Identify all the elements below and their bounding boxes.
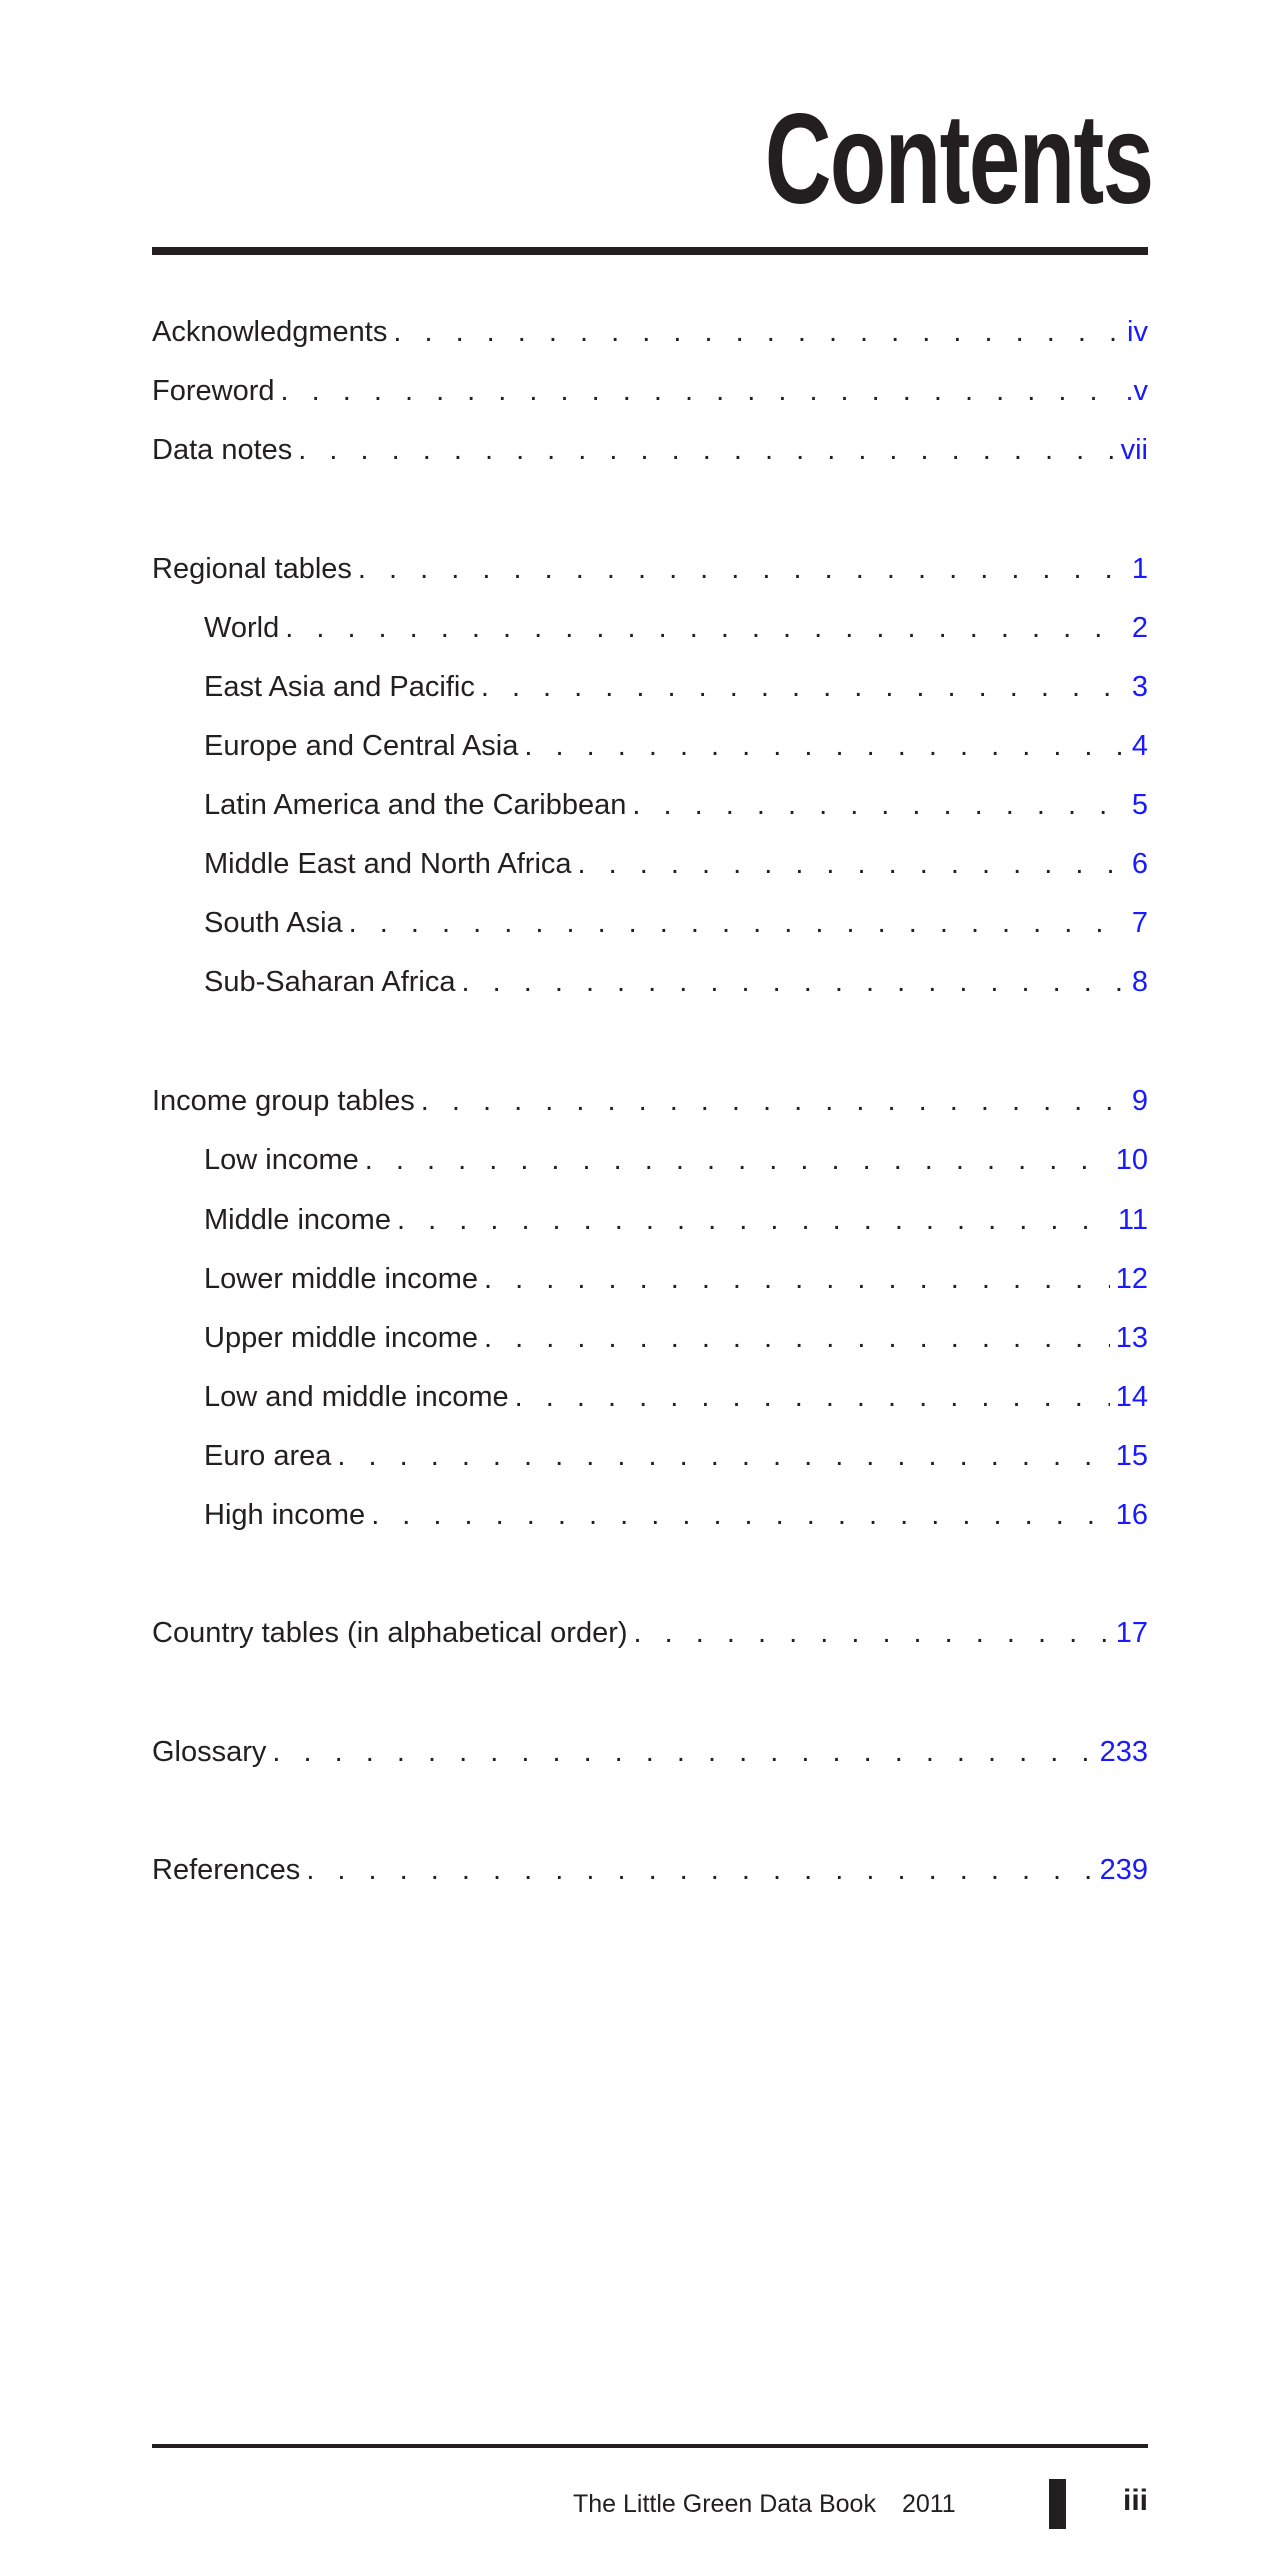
toc-entry-acknowledgments[interactable] — [152, 312, 1148, 352]
title-rule — [152, 247, 1148, 255]
toc-page-link[interactable]: vii — [1120, 434, 1148, 466]
toc-page-link[interactable]: 7 — [1131, 907, 1148, 939]
dot-leader — [515, 1377, 1110, 1417]
toc-label: Euro area — [204, 1440, 332, 1472]
toc-page-link[interactable]: 1 — [1131, 553, 1148, 585]
dot-leader — [397, 1200, 1112, 1240]
toc-entry-upper-middle-income[interactable] — [204, 1318, 1148, 1358]
dot-leader — [358, 549, 1126, 589]
toc-label: Upper middle income — [204, 1322, 479, 1354]
toc-page-link[interactable]: 15 — [1115, 1440, 1148, 1472]
toc-label: Latin America and the Caribbean — [204, 789, 627, 821]
toc-entry-sub-saharan-africa[interactable] — [204, 962, 1148, 1002]
toc-entry-world[interactable] — [204, 608, 1148, 648]
toc-label: Foreword — [152, 375, 275, 407]
toc-label: Regional tables — [152, 553, 352, 585]
toc-entry-middle-income[interactable] — [204, 1200, 1148, 1240]
toc-label: East Asia and Pacific — [204, 671, 475, 703]
toc-page-link[interactable]: 12 — [1115, 1263, 1148, 1295]
toc-page-link[interactable]: .v — [1125, 375, 1148, 407]
toc-label: Income group tables — [152, 1085, 415, 1117]
dot-leader — [393, 312, 1121, 352]
dot-leader — [578, 844, 1126, 884]
toc-page-link[interactable]: 13 — [1115, 1322, 1148, 1354]
toc-page-link[interactable]: 3 — [1131, 671, 1148, 703]
toc-page-link[interactable]: 239 — [1099, 1854, 1148, 1886]
footer-book-info — [573, 2488, 956, 2520]
page-number: iii — [1122, 2484, 1148, 2517]
toc-entry-income-group-tables[interactable] — [152, 1081, 1148, 1121]
toc-entry-glossary[interactable] — [152, 1732, 1148, 1772]
dot-leader — [371, 1495, 1110, 1535]
toc-label: References — [152, 1854, 301, 1886]
toc-page-link[interactable]: 14 — [1115, 1381, 1148, 1413]
toc-page-link[interactable]: 8 — [1131, 966, 1148, 998]
footer-marker-bar — [1049, 2479, 1066, 2529]
dot-leader — [285, 608, 1126, 648]
toc-entry-references[interactable] — [152, 1850, 1148, 1890]
toc-label: World — [204, 612, 280, 644]
dot-leader — [421, 1081, 1126, 1121]
toc-entry-south-asia[interactable] — [204, 903, 1148, 943]
toc-label: Glossary — [152, 1736, 267, 1768]
dot-leader — [272, 1732, 1093, 1772]
footer-year: 2011 — [901, 2490, 956, 2518]
dot-leader — [281, 371, 1120, 411]
dot-leader — [632, 785, 1125, 825]
dot-leader — [524, 726, 1125, 766]
toc-label: Middle East and North Africa — [204, 848, 572, 880]
toc-label: Middle income — [204, 1204, 391, 1236]
dot-leader — [306, 1850, 1093, 1890]
toc-page-link[interactable]: 4 — [1131, 730, 1148, 762]
toc-entry-europe-central-asia[interactable] — [204, 726, 1148, 766]
toc-label: Low and middle income — [204, 1381, 509, 1413]
toc-entry-middle-east-north-africa[interactable] — [204, 844, 1148, 884]
dot-leader — [298, 430, 1114, 470]
toc-entry-data-notes[interactable] — [152, 430, 1148, 470]
footer-book-title: The Little Green Data Book — [573, 2490, 876, 2518]
toc-label: Data notes — [152, 434, 293, 466]
toc-page-link[interactable]: 5 — [1131, 789, 1148, 821]
toc-label: Acknowledgments — [152, 316, 388, 348]
dot-leader — [337, 1436, 1109, 1476]
toc-label: Europe and Central Asia — [204, 730, 519, 762]
footer-rule — [152, 2444, 1148, 2448]
toc-entry-regional-tables[interactable] — [152, 549, 1148, 589]
toc-entry-country-tables[interactable] — [152, 1613, 1148, 1653]
toc-entry-low-income[interactable] — [204, 1140, 1148, 1180]
toc-page-link[interactable]: iv — [1127, 316, 1148, 348]
dot-leader — [349, 903, 1126, 943]
dot-leader — [484, 1318, 1110, 1358]
toc-label: South Asia — [204, 907, 343, 939]
toc-entry-euro-area[interactable] — [204, 1436, 1148, 1476]
toc-entry-high-income[interactable] — [204, 1495, 1148, 1535]
toc-label: Low income — [204, 1144, 359, 1176]
toc-entry-east-asia-pacific[interactable] — [204, 667, 1148, 707]
toc-label: Country tables (in alphabetical order) — [152, 1617, 628, 1649]
toc-entry-foreword[interactable] — [152, 371, 1148, 411]
dot-leader — [634, 1613, 1110, 1653]
toc-label: Lower middle income — [204, 1263, 479, 1295]
toc-page-link[interactable]: 233 — [1099, 1736, 1148, 1768]
toc-entry-low-and-middle-income[interactable] — [204, 1377, 1148, 1417]
toc-page-link[interactable]: 10 — [1115, 1144, 1148, 1176]
dot-leader — [461, 962, 1125, 1002]
toc-page-link[interactable]: 11 — [1117, 1204, 1148, 1236]
toc-page-link[interactable]: 9 — [1131, 1085, 1148, 1117]
toc-page-link[interactable]: 6 — [1131, 848, 1148, 880]
toc-label: High income — [204, 1499, 366, 1531]
toc-entry-latin-america-caribbean[interactable] — [204, 785, 1148, 825]
page-title: Contents — [765, 88, 1153, 231]
dot-leader — [484, 1259, 1110, 1299]
toc-label: Sub-Saharan Africa — [204, 966, 456, 998]
toc-page-link[interactable]: 2 — [1131, 612, 1148, 644]
dot-leader — [481, 667, 1126, 707]
toc-page-link[interactable]: 16 — [1115, 1499, 1148, 1531]
toc-page-link[interactable]: 17 — [1115, 1617, 1148, 1649]
dot-leader — [365, 1140, 1110, 1180]
toc-entry-lower-middle-income[interactable] — [204, 1259, 1148, 1299]
